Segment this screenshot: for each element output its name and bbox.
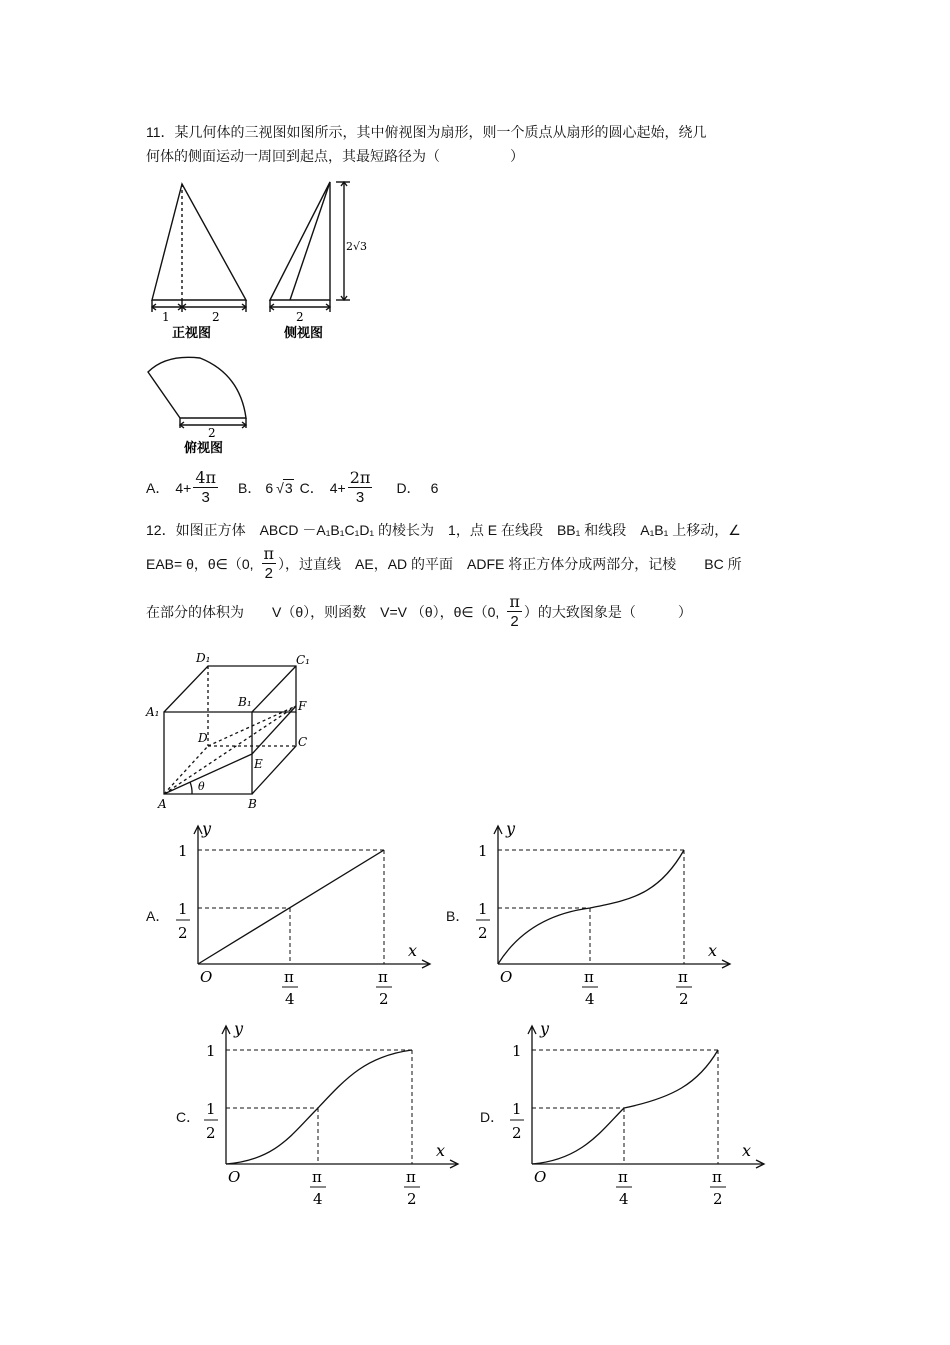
graph-c-half-den: 2 xyxy=(206,1124,216,1142)
q11-line2: 何体的侧面运动一周回到起点，其最短路径为（ ） xyxy=(146,148,524,164)
graph-b-origin: O xyxy=(500,968,513,986)
front-view-caption: 正视图 xyxy=(172,326,212,341)
graph-d-tick-one: 1 xyxy=(512,1042,522,1060)
cube-label-c1: C₁ xyxy=(296,653,310,667)
option-a-label: A． xyxy=(146,479,170,496)
cube-figure xyxy=(140,648,320,813)
graph-c-q-num: π xyxy=(312,1168,322,1186)
graph-a-h-den: 2 xyxy=(379,990,389,1008)
q12-line3-den: 2 xyxy=(510,613,519,630)
option-b-label: B． xyxy=(238,479,262,496)
three-view-figure xyxy=(140,176,380,456)
cube-label-f: F xyxy=(298,699,307,713)
q11-options xyxy=(146,470,438,505)
front-view xyxy=(152,184,246,312)
side-view xyxy=(270,182,350,312)
graph-b-half-num: 1 xyxy=(478,900,488,918)
graph-a-y-label: y xyxy=(202,819,212,838)
top-dim-bottom: 2 xyxy=(208,426,216,440)
graph-a-svg xyxy=(168,812,438,1012)
option-b-prefix: 6 xyxy=(265,479,274,496)
graph-b-h-num: π xyxy=(678,968,688,986)
graph-d-q-den: 4 xyxy=(619,1190,629,1208)
graph-b-x-label: x xyxy=(708,941,718,960)
option-c-label: C． xyxy=(299,479,324,496)
graph-b-q-den: 4 xyxy=(585,990,595,1008)
graph-c-y-label: y xyxy=(234,1019,244,1038)
q12-line3-num: π xyxy=(509,592,520,611)
q12-line2-den: 2 xyxy=(264,565,273,582)
q12-line2-fraction xyxy=(262,546,277,581)
q12-line3 xyxy=(146,594,692,629)
graph-c-origin: O xyxy=(228,1168,241,1186)
graph-d-y-label: y xyxy=(540,1019,550,1038)
graph-d-svg xyxy=(502,1012,772,1212)
cube-label-e: E xyxy=(254,757,263,771)
option-c-denominator: 3 xyxy=(355,489,365,506)
graph-a-half-den: 2 xyxy=(178,924,188,942)
cube-label-a: A xyxy=(158,797,167,811)
graph-a-q-den: 4 xyxy=(285,990,295,1008)
graph-c-h-num: π xyxy=(406,1168,416,1186)
cube-label-theta: θ xyxy=(198,780,205,793)
front-dim-left: 1 xyxy=(162,310,170,324)
q12-line2-num: π xyxy=(263,544,275,563)
option-d-value: 6 xyxy=(430,479,439,496)
option-a-numerator: 4π xyxy=(195,468,217,487)
q12-line3-b: ）的大致图象是（ ） xyxy=(523,603,692,620)
graph-c-half-num: 1 xyxy=(206,1100,216,1118)
graph-c-x-label: x xyxy=(436,1141,446,1160)
graph-b-svg xyxy=(468,812,738,1012)
top-view-caption: 俯视图 xyxy=(184,441,224,456)
graph-a-x-label: x xyxy=(408,941,418,960)
q12-line3-fraction xyxy=(507,594,522,629)
graph-a-h-num: π xyxy=(378,968,388,986)
graph-d-half-num: 1 xyxy=(512,1100,522,1118)
q12-line3-a: 在部分的体积为 V（θ），则函数 V=V （θ），θ∈（0, xyxy=(146,603,500,620)
graph-d-h-den: 2 xyxy=(713,1190,723,1208)
graph-b-tick-one: 1 xyxy=(478,842,488,860)
graph-b xyxy=(468,812,738,1017)
graph-a-half-num: 1 xyxy=(178,900,188,918)
q12-line2-a: EAB= θ，θ∈（0, xyxy=(146,555,254,572)
option-b-radical: √ 3 xyxy=(283,479,293,496)
graph-a-q-num: π xyxy=(284,968,294,986)
option-c-fraction xyxy=(348,470,373,505)
option-a-fraction xyxy=(193,470,218,505)
graph-d-curve xyxy=(532,1050,718,1164)
graph-a-option: A． xyxy=(146,908,170,924)
option-c-prefix: 4+ xyxy=(329,479,346,496)
q12-line2-b: ），过直线 AE，AD 的平面 ADFE 将正方体分成两部分，记棱 BC 所 xyxy=(278,555,742,572)
graph-d-half-den: 2 xyxy=(512,1124,522,1142)
graph-d-h-num: π xyxy=(712,1168,722,1186)
option-c-numerator: 2π xyxy=(349,468,371,487)
cube-label-b: B xyxy=(248,797,257,811)
graph-c-q-den: 4 xyxy=(313,1190,323,1208)
graph-a-origin: O xyxy=(200,968,213,986)
cube-label-c: C xyxy=(298,735,308,749)
graph-b-h-den: 2 xyxy=(679,990,689,1008)
cube-label-a1: A₁ xyxy=(146,705,160,719)
side-dim-bottom: 2 xyxy=(296,310,304,324)
q12-line1: 12．如图正方体 ABCD －A₁B₁C₁D₁ 的棱长为 1，点 E 在线段 BB₁ 和线段 A₁B₁ 上移动，∠ xyxy=(146,522,741,538)
graph-a-tick-one: 1 xyxy=(178,842,188,860)
graph-b-q-num: π xyxy=(584,968,594,986)
graph-d-x-label: x xyxy=(742,1141,752,1160)
graph-b-curve xyxy=(498,850,684,964)
option-a-denominator: 3 xyxy=(201,489,210,506)
graph-b-y-label: y xyxy=(506,819,516,838)
option-a-prefix: 4+ xyxy=(175,479,192,496)
graph-c-svg xyxy=(196,1012,466,1212)
cube-label-d: D xyxy=(198,731,208,745)
side-dim-height: 2√3 xyxy=(346,240,368,253)
graph-d-q-num: π xyxy=(618,1168,628,1186)
graph-c-h-den: 2 xyxy=(407,1190,417,1208)
front-dim-right: 2 xyxy=(212,310,220,324)
graph-c xyxy=(196,1012,466,1217)
q11-line1: 11．某几何体的三视图如图所示，其中俯视图为扇形，则一个质点从扇形的圆心起始，绕几 xyxy=(146,124,707,140)
graph-b-option: B． xyxy=(446,908,470,924)
graph-a-curve xyxy=(198,850,384,964)
graph-b-half-den: 2 xyxy=(478,924,488,942)
graph-d-option: D． xyxy=(480,1109,505,1125)
top-view xyxy=(148,357,246,428)
graph-a xyxy=(168,812,438,1017)
graph-c-tick-one: 1 xyxy=(206,1042,216,1060)
graph-c-option: C． xyxy=(176,1109,201,1125)
graph-d-origin: O xyxy=(534,1168,547,1186)
cube-label-d1: D₁ xyxy=(196,651,211,665)
graph-c-curve xyxy=(226,1050,412,1164)
side-view-caption: 侧视图 xyxy=(284,326,324,341)
option-d-label: D． xyxy=(396,479,421,496)
q12-line2 xyxy=(146,546,742,581)
graph-d xyxy=(502,1012,772,1217)
cube-label-b1: B₁ xyxy=(238,695,252,709)
